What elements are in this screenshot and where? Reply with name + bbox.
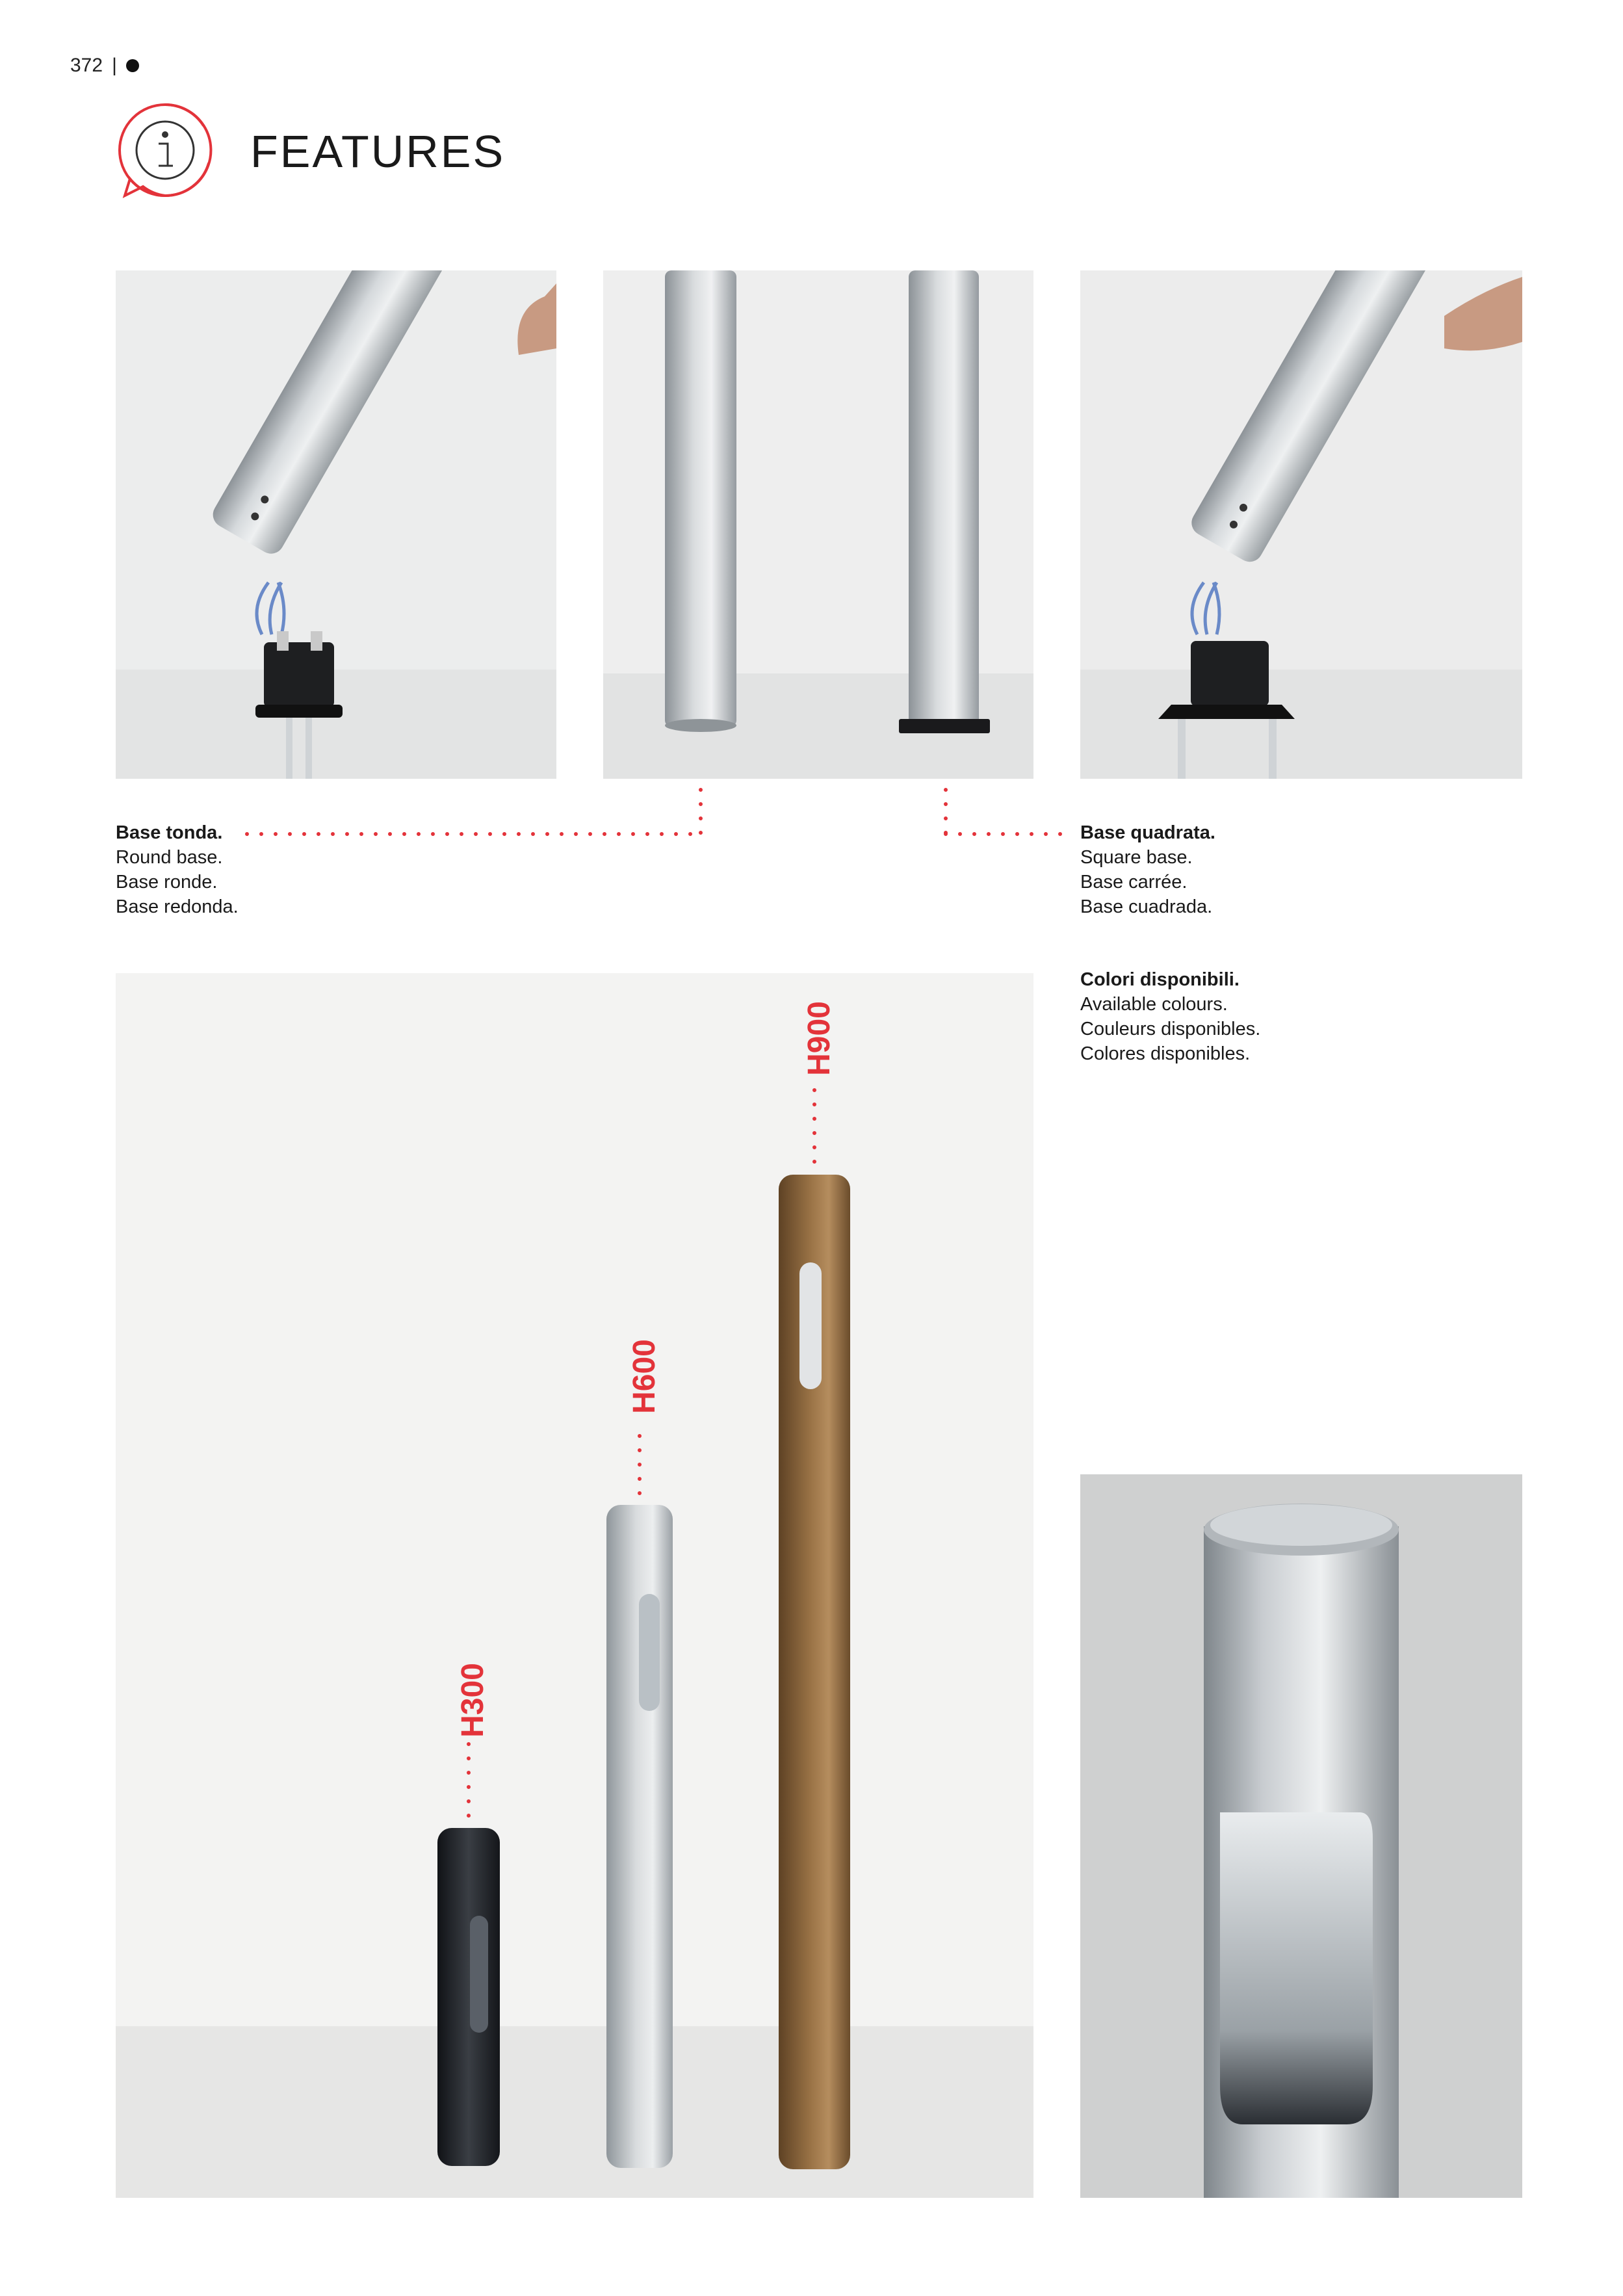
info-icon [116, 101, 214, 200]
section-title: FEATURES [250, 126, 506, 177]
heights-photo [116, 973, 1033, 2198]
bullet-dot [126, 59, 139, 72]
page-number: 372 [70, 55, 103, 76]
square-base-photo [1080, 270, 1522, 779]
detail-photo [1080, 1474, 1522, 2198]
dotted-connector [240, 783, 1079, 842]
round-base-photo [116, 270, 556, 779]
page-header [70, 55, 139, 77]
height-label-h300: H300 [455, 1663, 490, 1738]
height-label-h900: H900 [801, 1001, 837, 1076]
poles-bases-photo [603, 270, 1033, 779]
height-label-h600: H600 [627, 1339, 662, 1414]
colors-caption: Colori disponibili. Available colours. Couleurs disponibles. Colores disponibles. [1080, 969, 1261, 1064]
square-base-caption: Base quadrata. Square base. Base carrée. Base cuadrada. [1080, 822, 1215, 917]
separator: | [112, 55, 117, 76]
round-base-caption: Base tonda. Round base. Base ronde. Base redonda. [116, 822, 239, 917]
